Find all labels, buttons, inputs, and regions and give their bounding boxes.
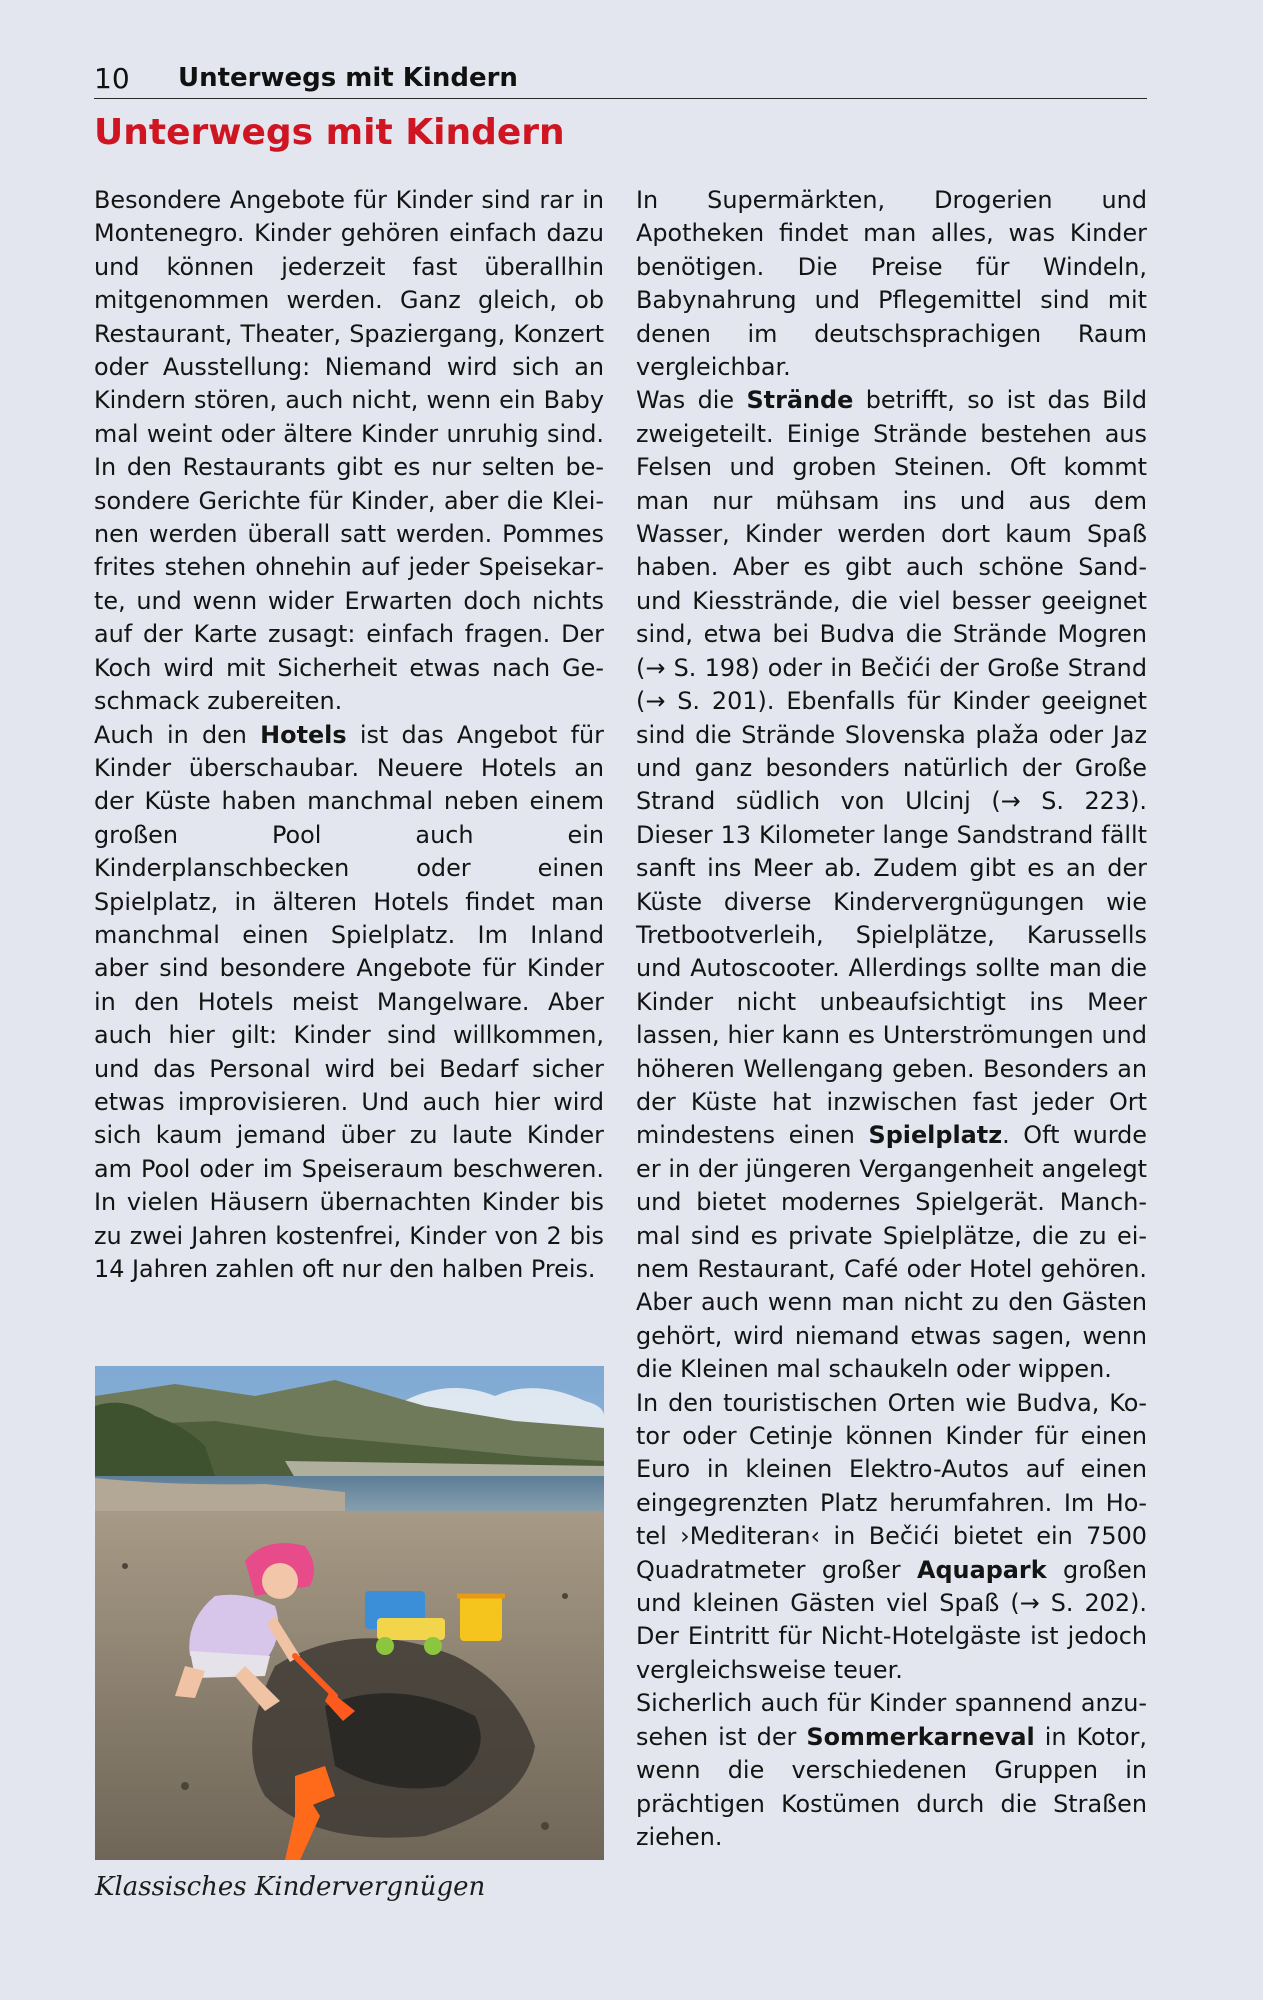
beach-photo [95,1366,604,1860]
keyword-sommerkarneval: Sommerkarneval [806,1722,1035,1751]
text-run: betrifft, so ist das Bild zweigeteilt. Einige Strände bestehen aus Felsen und groben Steinen. Oft kommt man nur mühsam ins und aus dem Wasser, Kinder werden dort kaum Spaß haben. Aber es gibt auch schöne Sand- und Kiesstrände, die viel besser geeignet sind, etwa bei Budva die Strände Mogren (→ S. 198) oder in Bečići der Große Strand (→ S. 201). Ebenfalls für Kinder geeignet sind die Strände Slovenska plaža oder Jaz und ganz besonders natürlich der Große Strand südlich von Ulcinj (→ S. 223). Dieser 13 Kilometer lange Sandstrand fällt sanft ins Meer ab. Zudem gibt es an der Küste diverse Kindervergnügungen wie Tretbootverleih, Spielplätze, Karussells und Autoscooter. Allerdings sollte man die Kinder nicht unbeaufsichtigt ins Meer lassen, hier kann es Unterströmungen und höheren Wellengang geben. Besonders an der Küste hat inzwischen fast jeder Ort mindestens einen [636,386,1147,1150]
text-run: ist das Angebot für Kinder überschaubar. Neuere Hotels an der Küste haben manchmal neben einem großen Pool auch ein Kinderplanschbecken oder einen Spielplatz, in älteren Hotels findet man manchmal einen Spielplatz. Im Inland aber sind besondere Angebote für Kinder in den Hotels meist Mangelware. Aber auch hier gilt: Kinder sind willkommen, und das Personal wird bei Bedarf sicher etwas improvisieren. Und auch hier wird sich kaum jemand über zu laute Kinder am Pool oder im Speiseraum beschweren. In vielen Häusern übernachten Kinder bis zu zwei Jahren kostenfrei, Kinder von 2 bis 14 Jahren zahlen oft nur den halben Preis. [94,720,604,1283]
text-run: In den touristischen Orten wie Budva, Kotor oder Cetinje können Kinder für einen Euro in kleinen Elektro-Autos auf einen eingegrenzten Platz herumfahren. Im Hotel ›Mediteran‹ in Bečići bietet ein 7500 Quadratmeter großer [636,1388,1147,1584]
right-paragraph-1: In Supermärkten, Drogerien und Apotheken findet man alles, was Kinder benötigen. Die Preise für Windeln, Babynahrung und Pflegemittel sind mit denen im deutschsprachigen Raum vergleichbar. [636,186,1147,382]
left-paragraph-1: Besondere Angebote für Kinder sind rar in Montenegro. Kinder gehören einfach dazu und können jederzeit fast überallhin mitgenommen werden. Ganz gleich, ob Restaurant, Theater, Spaziergang, Konzert oder Ausstellung: Niemand wird sich an Kindern stören, auch nicht, wenn ein Baby mal weint oder ältere Kinder unruhig sind. In den Restaurants gibt es nur selten besondere Gerichte für Kinder, aber die Kleinen werden überall satt werden. Pommes frites stehen ohnehin auf jeder Speisekarte, und wenn wider Erwarten doch nichts auf der Karte zusagt: einfach fragen. Der Koch wird mit Sicherheit etwas nach Geschmack zubereiten. [94,186,604,716]
running-title: Unterwegs mit Kindern [178,63,518,93]
keyword-aquapark: Aquapark [916,1555,1047,1584]
page-number: 10 [94,62,130,95]
text-run: Auch in den [94,720,261,749]
photo-caption: Klassisches Kindervergnügen [95,1872,486,1902]
right-paragraph-2 [636,384,1147,1386]
right-paragraph-4 [636,1687,1147,1854]
text-run: Sicherlich auch für Kinder spannend anzusehen ist der [636,1689,1147,1751]
text-run: . Oft wurde er in der jüngeren Vergangenheit angelegt und bietet modernes Spielgerät. Manchmal sind es private Spielplätze, die zu einem Restaurant, Café oder Hotel gehören. Aber auch wenn man nicht zu den Gästen gehört, wird niemand etwas sagen, wenn die Kleinen mal schaukeln oder wippen. [636,1121,1147,1384]
page-title: Unterwegs mit Kindern [94,112,565,153]
text-run: großen und kleinen Gästen viel Spaß (→ S. 202). Der Eintritt für Nicht-Hotelgäste ist jedoch vergleichsweise teuer. [636,1555,1147,1684]
left-paragraph-2 [94,719,604,1287]
right-paragraph-3 [636,1387,1147,1688]
text-run: Was die [636,386,747,415]
text-run: in Kotor, wenn die verschiedenen Gruppen in prächtigen Kostümen durch die Straßen ziehen. [636,1722,1147,1851]
keyword-straende: Strände [746,386,854,415]
right-column [636,184,1147,1854]
keyword-hotels: Hotels [260,720,347,749]
left-column [94,184,604,1286]
running-head [94,60,1147,99]
keyword-spielplatz: Spielplatz [868,1121,1003,1150]
